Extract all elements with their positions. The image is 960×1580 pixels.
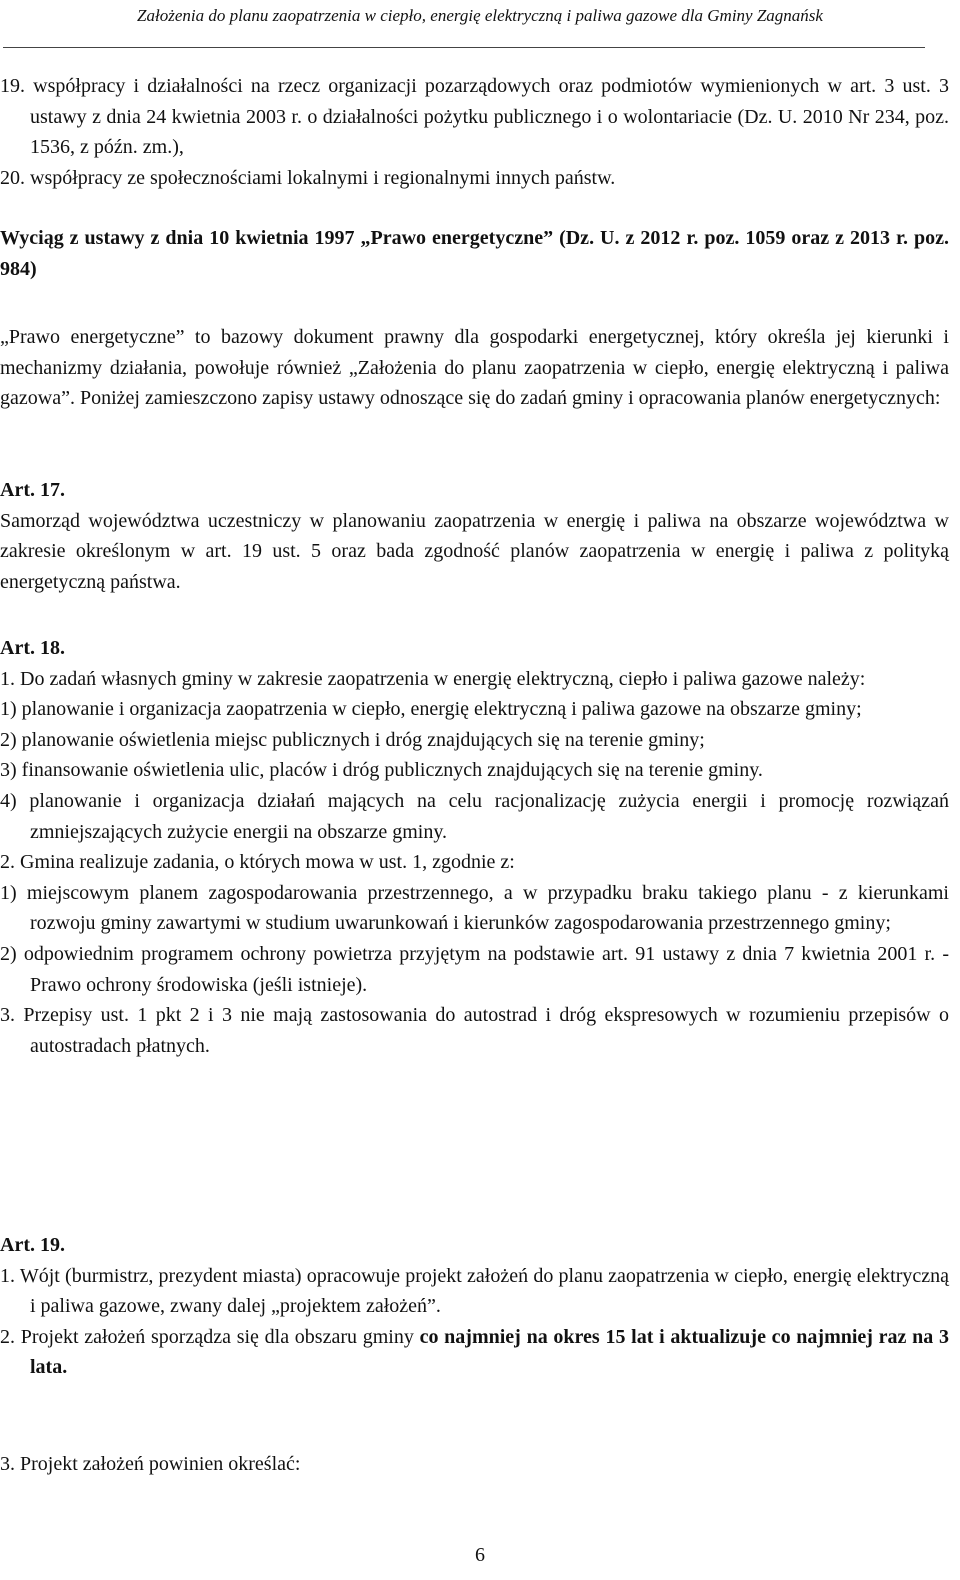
art18-para-1: 1. Do zadań własnych gminy w zakresie zaopatrzenia w energię elektryczną, ciepło i paliwa gazowe należy: xyxy=(0,667,866,690)
art18-para-1-item: 1) planowanie i organizacja zaopatrzenia w ciepło, energię elektryczną i paliwa gazowe na obszarze gminy; xyxy=(0,698,862,721)
section-heading: Wyciąg z ustawy z dnia 10 kwietnia 1997 „Prawo energetyczne” (Dz. U. z 2012 r. poz. 1059 oraz z 2013 r. poz. 984) xyxy=(0,227,949,280)
art19-para-2 xyxy=(0,1322,949,1383)
art18-para-2-item: 2) odpowiednim programem ochrony powietrza przyjętym na podstawie art. 91 ustawy z dnia 7 kwietnia 2001 r. - Prawo ochrony środowiska (jeśli istnieje). xyxy=(0,942,949,996)
art19-heading: Art. 19. xyxy=(0,1234,65,1256)
header-rule xyxy=(3,47,925,48)
art19-para-2-emphasis: co najmniej na okres 15 lat i aktualizuje co najmniej raz na 3 lata. xyxy=(30,1325,950,1379)
article-19 xyxy=(0,1230,949,1383)
page-header: Założenia do planu zaopatrzenia w ciepło, energię elektryczną i paliwa gazowe dla Gminy Zagnańsk xyxy=(137,6,823,25)
art19-para-1: 1. Wójt (burmistrz, prezydent miasta) opracowuje projekt założeń do planu zaopatrzenia w ciepło, energię elektryczną i paliwa gazowe, zwany dalej „projektem założeń”. xyxy=(0,1264,949,1318)
art18-heading: Art. 18. xyxy=(0,637,65,659)
list-item-19: 19. współpracy i działalności na rzecz organizacji pozarządowych oraz podmiotów wymienionych w art. 3 ust. 3 ustawy z dnia 24 kwietnia 2003 r. o działalności pożytku publicznego i o wolontariacie (Dz. U. 2010 Nr 234, poz. 1536, z późn. zm.), xyxy=(0,75,949,159)
art18-para-1-item: 3) finansowanie oświetlenia ulic, placów i dróg publicznych znajdujących się na terenie gminy. xyxy=(0,759,763,782)
article-17 xyxy=(0,475,949,597)
art18-para-2-item: 1) miejscowym planem zagospodarowania przestrzennego, a w przypadku braku takiego planu - z kierunkami rozwoju gminy zawartymi w studium uwarunkowań i kierunków zagospodarowania przestrzennego gminy; xyxy=(0,881,949,935)
art18-para-1-item: 2) planowanie oświetlenia miejsc publicznych i dróg znajdujących się na terenie gminy; xyxy=(0,728,705,751)
art18-para-3: 3. Przepisy ust. 1 pkt 2 i 3 nie mają zastosowania do autostrad i dróg ekspresowych w rozumieniu przepisów o autostradach płatnych. xyxy=(0,1004,949,1057)
art18-para-2: 2. Gmina realizuje zadania, o których mowa w ust. 1, zgodnie z: xyxy=(0,851,515,874)
page-number: 6 xyxy=(475,1544,485,1566)
art19-para-2-text: 2. Projekt założeń sporządza się dla obszaru gminy xyxy=(0,1325,420,1348)
article-18 xyxy=(0,633,949,1061)
list-item-20: 20. współpracy ze społecznościami lokalnymi i regionalnymi innych państw. xyxy=(0,166,616,189)
intro-paragraph: „Prawo energetyczne” to bazowy dokument prawny dla gospodarki energetycznej, który określa jej kierunki i mechanizmy działania, powołuje również „Założenia do planu zaopatrzenia w ciepło, energię elektryczną i paliwa gazowa”. Poniżej zamieszczono zapisy ustawy odnoszące się do zadań gminy i opracowania planów energetycznych: xyxy=(0,326,949,410)
art17-text: Samorząd województwa uczestniczy w planowaniu zaopatrzenia w energię i paliwa na obszarze województwa w zakresie określonym w art. 19 ust. 5 oraz bada zgodność planów zaopatrzenia w energię i paliwa z polityką energetyczną państwa. xyxy=(0,509,949,593)
art19-para-3: 3. Projekt założeń powinien określać: xyxy=(0,1453,301,1475)
list-continuation xyxy=(0,71,949,193)
art18-para-1-item: 4) planowanie i organizacja działań mających na celu racjonalizację zużycia energii i promocję rozwiązań zmniejszających zużycie energii na obszarze gminy. xyxy=(0,789,949,843)
art17-heading: Art. 17. xyxy=(0,479,65,501)
